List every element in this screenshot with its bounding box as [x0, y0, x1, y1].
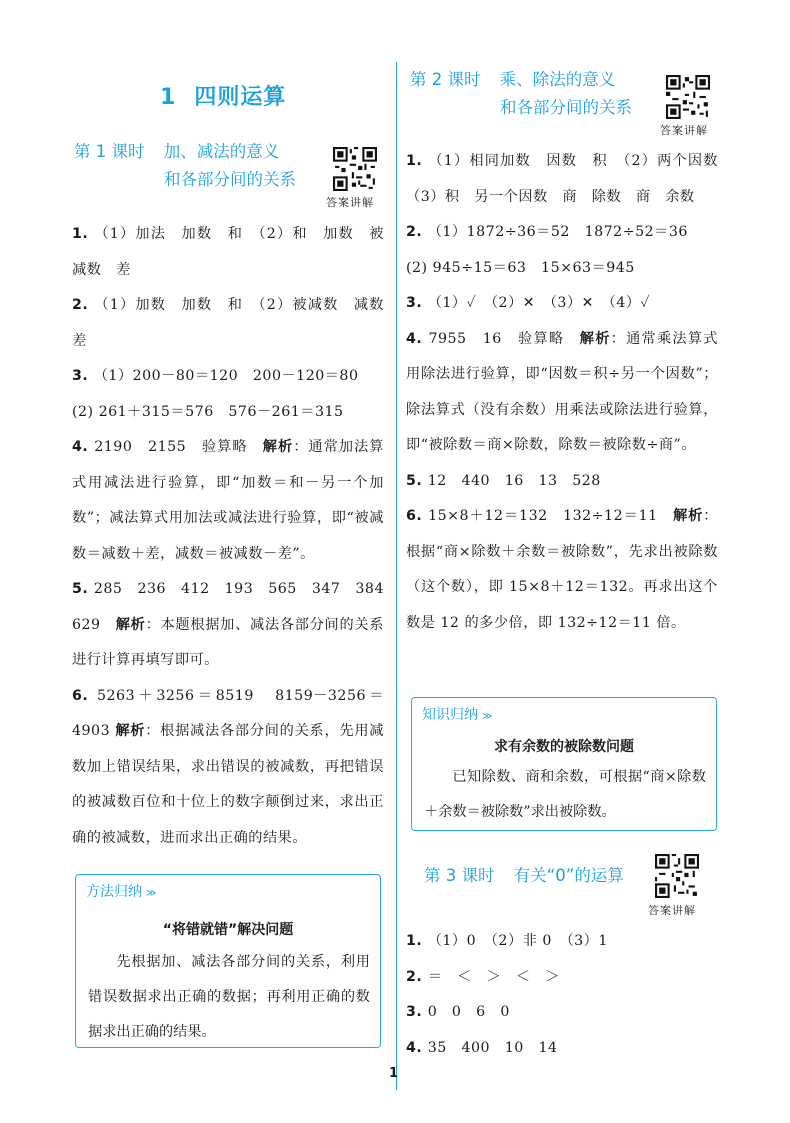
lesson2-answers	[406, 144, 733, 641]
lesson2-label: 第 2 课时	[410, 70, 481, 89]
answer-number-dot: .	[82, 439, 95, 455]
answer-number-dot: .	[416, 153, 429, 169]
method-box-heading-text: 方法归纳	[86, 884, 142, 900]
answer-item	[72, 572, 399, 679]
answer-item	[72, 217, 384, 288]
answer-text: （1）200－80＝120 200－120＝80	[93, 368, 359, 384]
answer-number: 6	[406, 508, 417, 524]
analysis-keyword: 解析	[579, 330, 611, 347]
answer-text: ：本题根据加、减法各部分间的关系进行计算再填写即可。	[72, 616, 384, 668]
knowledge-box-subtitle: 求有余数的被除数问题	[494, 739, 634, 755]
answer-item	[406, 251, 718, 287]
answer-number-dot: .	[416, 472, 428, 489]
analysis-keyword: 解析	[115, 616, 146, 633]
lesson1-title	[74, 138, 296, 194]
answer-text: ：根据减法各部分间的关系，先用减数加上错误结果，求出错误的被减数，再把错误的被减数百位和十位上的数字颠倒过来，求出正确的被减数，进而求出正确的结果。	[72, 723, 384, 846]
answer-item	[406, 1031, 718, 1067]
answer-item	[72, 395, 384, 431]
answer-number: 3	[72, 368, 83, 384]
answer-number-dot: .	[416, 330, 429, 347]
lesson2-qr-caption: 答案讲解	[660, 124, 708, 137]
answer-number-dot: .	[82, 297, 95, 313]
knowledge-box-body: 已知除数、商和余数，可根据“商×除数＋余数＝被除数”求出被除数。	[424, 769, 706, 820]
answer-item	[406, 215, 718, 251]
answer-item	[406, 286, 718, 322]
answer-item	[406, 924, 718, 960]
answer-text: ：根据“商×除数＋余数＝被除数”，先求出被除数（这个数），即 15×8＋12＝132。再求出这个数是 12 的多少倍，即 132÷12＝11 倍。	[406, 508, 718, 631]
lesson3-answers	[406, 924, 718, 1066]
answer-text: 2190 2155 验算略	[94, 439, 263, 455]
answer-number: 6	[72, 687, 83, 704]
answer-item	[406, 144, 733, 215]
answer-text: 0 0 6 0	[427, 1004, 510, 1020]
answer-number: 2	[72, 297, 83, 313]
answer-number-dot: .	[82, 226, 95, 242]
answer-text: ：通常加法算式用减法进行验算，即“加数＝和－另一个加数”；减法算式用加法或减法进行验算，即“被减数＝减数＋差，减数＝被减数－差”。	[72, 439, 384, 562]
knowledge-summary-box	[411, 697, 717, 831]
method-box-subtitle: “将错就错”解决问题	[162, 922, 294, 938]
chapter-number: 1	[160, 85, 177, 110]
lesson1-label: 第 1 课时	[74, 142, 145, 161]
answer-text: ：通常乘法算式用除法进行验算，即“因数＝积÷另一个因数”；除法算式（没有余数）用乘法或除法进行验算，即“被除数＝商×除数，除数＝被除数÷商”。	[406, 330, 718, 453]
analysis-keyword: 解析	[115, 723, 146, 739]
answer-number: 1	[406, 153, 417, 169]
analysis-keyword: 解析	[262, 439, 294, 455]
answer-item	[406, 995, 718, 1031]
answer-number-dot: .	[416, 224, 428, 240]
answer-text: （1）✓ （2）✕ （3）✕ （4）✓	[427, 295, 651, 311]
analysis-keyword: 解析	[673, 508, 704, 524]
answer-number: 3	[406, 1004, 417, 1020]
answer-number: 2	[406, 224, 417, 240]
answer-number: 3	[406, 295, 417, 311]
lesson1-title-line2: 和各部分间的关系	[164, 170, 296, 189]
double-chevron-icon: ≫	[482, 711, 493, 722]
answer-text: 35 400 10 14	[427, 1039, 558, 1056]
answer-item	[72, 359, 384, 395]
answer-text: 285 236 412 193 565 347 384 629	[72, 581, 399, 633]
answer-number-dot: .	[416, 508, 429, 524]
answer-number-dot: .	[82, 581, 94, 597]
lesson2-title-line1: 乘、除法的意义	[499, 70, 616, 89]
method-summary-box	[75, 874, 381, 1048]
answer-number: 1	[406, 933, 417, 949]
answer-item	[72, 679, 384, 857]
answer-text: （1）加数 加数 和 （2）被减数 减数 差	[72, 297, 399, 349]
answer-text: (2) 261＋315＝576 576－261＝315	[72, 403, 344, 420]
chapter-title	[160, 80, 286, 111]
answer-text: （1）1872÷36＝52 1872÷52＝36	[427, 224, 688, 240]
answer-number-dot: .	[416, 1004, 428, 1020]
knowledge-box-heading-text: 知识归纳	[422, 707, 478, 723]
lesson2-title	[410, 66, 632, 122]
answer-number: 4	[406, 330, 417, 347]
qr-code-icon[interactable]	[666, 75, 710, 119]
answer-number: 5	[406, 472, 417, 489]
answer-number-dot: .	[82, 687, 97, 704]
answer-number-dot: .	[416, 295, 428, 311]
answer-text: 7955 16 验算略	[428, 330, 580, 347]
answer-text: （1）0 （2）非 0 （3）1	[427, 933, 608, 949]
answer-number-dot: .	[416, 1039, 428, 1056]
lesson1-title-line1: 加、减法的意义	[163, 142, 280, 161]
lesson3-title	[424, 862, 624, 890]
answer-number: 5	[72, 581, 83, 597]
qr-code-icon[interactable]	[333, 147, 377, 191]
answer-text: 12 440 16 13 528	[427, 472, 601, 489]
qr-code-icon[interactable]	[655, 854, 699, 898]
double-chevron-icon: ≫	[146, 888, 157, 899]
answer-item	[406, 960, 718, 996]
answer-number: 2	[406, 968, 417, 985]
lesson3-label: 第 3 课时	[424, 866, 495, 885]
answer-text: (2) 945÷15＝63 15×63＝945	[406, 259, 635, 276]
method-box-body: 先根据加、减法各部分间的关系，利用错误数据求出正确的数据；再利用正确的数据求出正确的结果。	[88, 954, 370, 1040]
answer-text: 5263＋3256＝8519 8159－3256＝4903	[72, 687, 384, 739]
answer-text: ＝ ＜ ＞ ＜ ＞	[427, 968, 560, 985]
answer-number-dot: .	[82, 368, 94, 384]
page-number: 1	[389, 1066, 399, 1081]
chapter-name: 四则运算	[194, 85, 287, 110]
lesson1-answers	[72, 217, 399, 856]
answer-text: （1）加法 加数 和 （2）和 加数 被减数 差	[72, 226, 384, 278]
answer-item	[72, 430, 384, 572]
lesson3-title-text: 有关“0”的运算	[513, 866, 624, 885]
answer-number-dot: .	[416, 933, 428, 949]
lesson3-qr-caption: 答案讲解	[648, 904, 696, 917]
answer-number-dot: .	[416, 968, 428, 985]
lesson2-title-line2: 和各部分间的关系	[500, 98, 632, 117]
answer-text: 15×8＋12＝132 132÷12＝11	[428, 508, 674, 524]
answer-item	[406, 464, 718, 500]
answer-number: 1	[72, 226, 83, 242]
answer-number: 4	[72, 439, 83, 455]
answer-item	[406, 322, 718, 464]
answer-item	[406, 499, 718, 641]
method-box-heading	[86, 881, 156, 901]
column-divider	[396, 62, 397, 1090]
answer-number: 4	[406, 1039, 417, 1056]
answer-item	[72, 288, 399, 359]
knowledge-box-heading	[422, 704, 492, 724]
lesson1-qr-caption: 答案讲解	[326, 196, 374, 209]
answer-text: （1）相同加数 因数 积 （2）两个因数 （3）积 另一个因数 商 除数 商 余数	[406, 153, 733, 205]
